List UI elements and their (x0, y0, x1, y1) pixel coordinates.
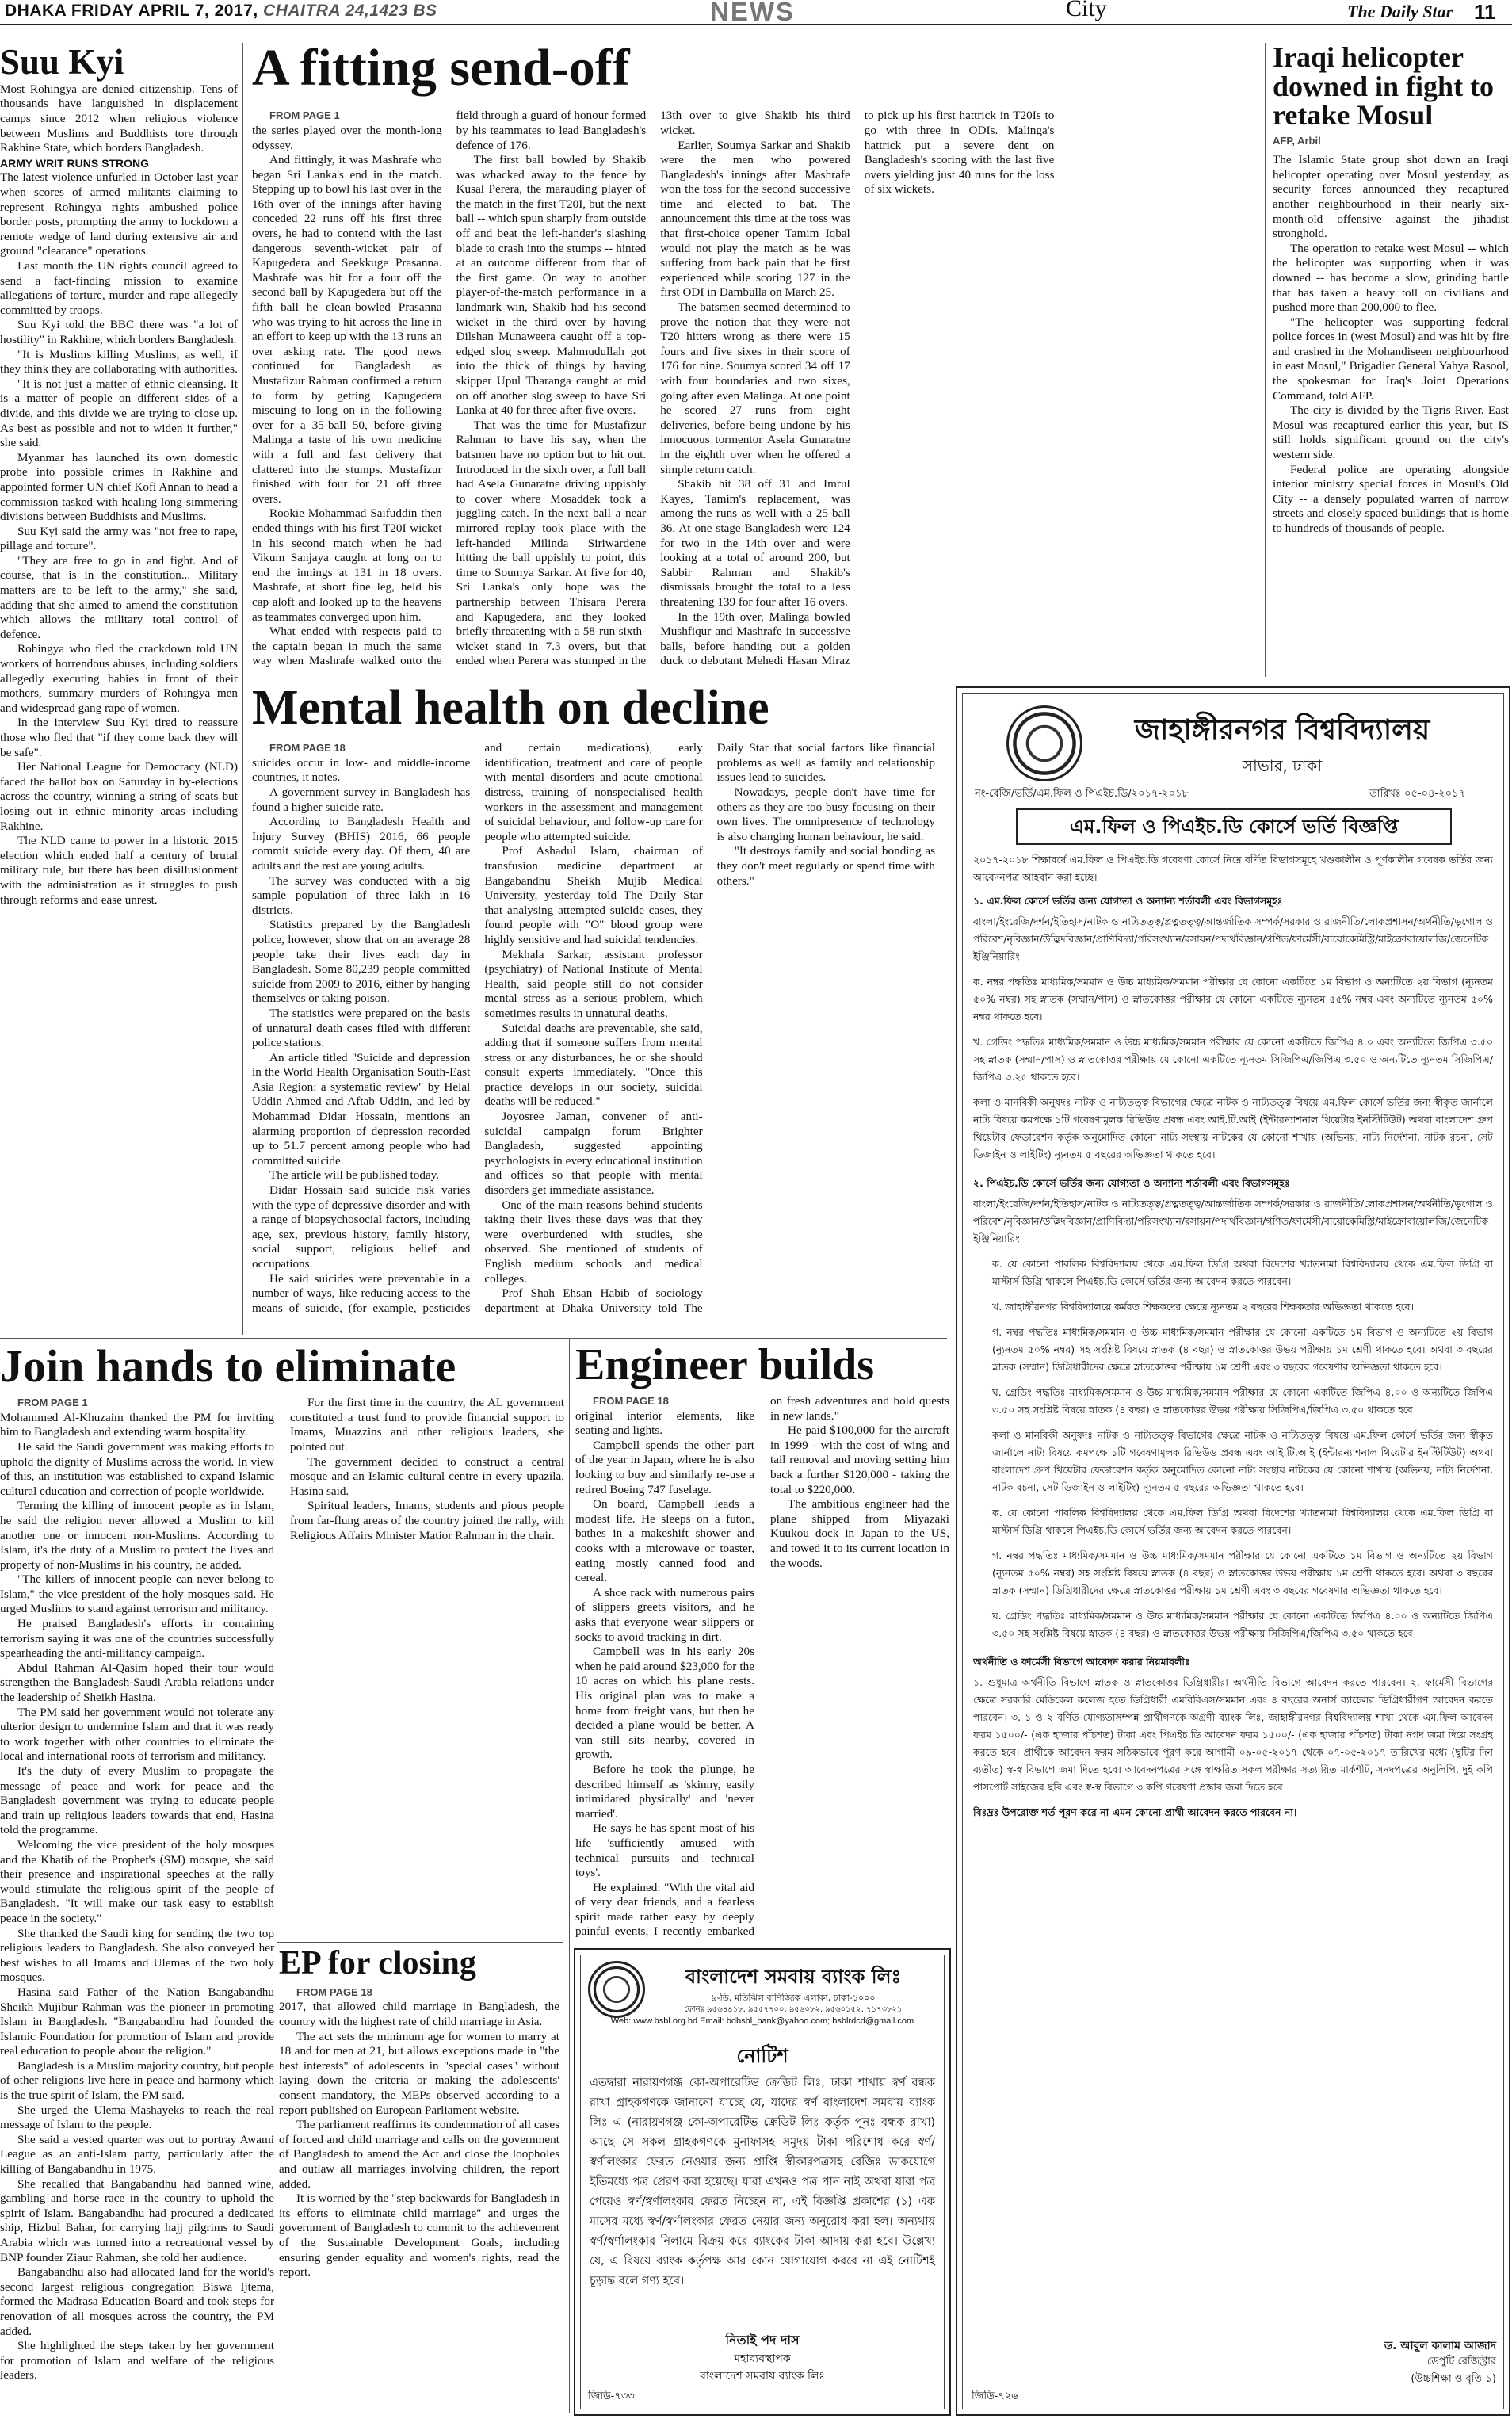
paragraph: Rookie Mohammad Saifuddin then ended things with his first T20I wicket in his second match when he had Vikum Sanjaya caught at long on to end the innings at 131 in 18 overs. Mashrafe, at short fine leg, held his cap aloft and looked up to the heavens as teammates converged upon him. (252, 506, 442, 624)
paragraph: He said the Saudi government was making efforts to uphold the dignity of Muslims across the world. In view of this, an institution was established to expand Islamic cultural education and correction of people worldwide. (0, 1439, 274, 1498)
section-heading: ২. পিএইচ.ডি কোর্সে ভর্তির জন্য যোগ্যতা ও অন্যান্য শর্তাবলী এবং বিভাগসমূহঃ (973, 1177, 1290, 1189)
paragraph: "It destroys family and social bonding as they don't meet regularly or spend time with others." (716, 844, 935, 888)
paragraph: "It is not just a matter of ethnic cleansing. It is a matter of people on different sides of a divide, and this divide we are trying to close up. As best as possible and not to widen it further," she said. (0, 376, 238, 450)
source-line: FROM PAGE 18 (296, 1985, 372, 1998)
paragraph: the series played over the month-long odyssey. (252, 123, 442, 152)
paragraph: Most Rohingya are denied citizenship. Tens of thousands have languished in displacement camps since 2012 when religious violence between Muslims and Buddhists tore through Rakhine State, which borders Bangladesh. (0, 82, 238, 155)
paragraph: Nowadays, people don't have time for others as they are too busy focusing on their own lives. The omnipresence of technology is also changing human behaviour, he said. (716, 785, 935, 843)
paragraph: She highlighted the steps taken by her government for promotion of Islam and welfare of the religious leaders. (0, 2339, 274, 2383)
paragraph: "The helicopter was supporting federal police forces in (west Mosul) and was hit by fire and crashed in the Mohandiseen neighbourhood in east Mosul," Brigadier General Yahya Rasool, the spokesman for Iraq's Joint Operations Command, told AFP. (1273, 315, 1509, 403)
ad-code: জিডি-৭৩৩ (588, 2390, 635, 2402)
column-rule (1265, 43, 1266, 677)
dateline: DHAKA FRIDAY APRIL 7, 2017, CHAITRA 24,1423 BS (5, 2, 437, 20)
headline: A fitting send-off (252, 41, 630, 97)
bank-phones: ফোনঃ ৯৫৬৪৪১৮, ৯৫৫৭৭০০, ৯৫৬০৮২, ৯৫৬০১৫২, ৭১৭৩৮২১ (684, 2005, 903, 2014)
section-rule (0, 1338, 947, 1339)
paragraph: The city is divided by the Tigris River. East Mosul was recaptured earlier this year, but IS still holds significant ground on the city's western side. (1273, 403, 1509, 462)
requirement: ক. নম্বর পদ্ধতিঃ মাধ্যমিক/সমমান ও উচ্চ মাধ্যমিক/সমমান পরীক্ষার যে কোনো একটিতে ১ম বিভাগ ও অন্যটিতে ২য় বিভাগ (ন্যূনতম ৫০% নম্বর) সহ স্নাতক (সম্মান/পাস) ও স্নাতকোত্তর পরীক্ষার যে কোনো একটিতে ন্যূনতম ৫৫% নম্বর এবং অন্যটিতে ন্যূনতম ৫০% নম্বর থাকতে হবে। (973, 976, 1493, 1022)
notice-body: এতদ্বারা নারায়ণগঞ্জ কো-অপারেটিভ ক্রেডিট লিঃ, ঢাকা শাখায় স্বর্ণ বন্ধক রাখা গ্রাহকগণকে জানানো যাচ্ছে যে, যাদের স্বর্ণ বাংলাদেশ সমবায় ব্যাংক লিঃ এ (নারায়ণগঞ্জ কো-অপারেটিভ ক্রেডিট লিঃ কর্তৃক পূনঃ বন্ধক রাখা) আছে সে সকল গ্রাহকগণকে মুনাফাসহ সমুদয় টাকা পরিশোধ করে স্বর্ণ/স্বর্ণালংকার ফেরত নেওয়ার জন্য প্রাপ্তি স্বীকারপত্রসহ রেজিঃ ডাকযোগে ইতিমধ্যে পত্র প্রেরণ করা হয়েছে। যারা এখনও পত্র পান নাই অথবা যারা পত্র পেয়েও স্বর্ণ/স্বর্ণালংকার ফেরত নিচ্ছেন না, এই বিজ্ঞপ্তি প্রকাশের (১) এক মাসের মধ্যে স্বর্ণ/স্বর্ণালংকার ফেরত নেয়ার জন্য অনুরোধ করা হল। অন্যথায় স্বর্ণ/স্বর্ণালংকার নিলামে বিক্রয় করে ব্যাংকের টাকা আদায় করা হবে। উল্লেখ্য যে, এ বিষয়ে ব্যাংক কর্তৃপক্ষ আর কোন যোগাযোগ করবে না এই নোটিশই চূড়ান্ত বলে গণ্য হবে। (590, 2077, 935, 2287)
university-name: জাহাঙ্গীরনগর বিশ্ববিদ্যালয় (1134, 714, 1430, 747)
source-line: FROM PAGE 18 (269, 742, 346, 755)
notice-title: এম.ফিল ও পিএইচ.ডি কোর্সে ভর্তি বিজ্ঞপ্তি (1069, 816, 1399, 838)
paragraph: Federal police are operating alongside interior ministry special forces in Mosul's Old City -- a densely populated warren of narrow streets and closely spaced buildings that is home to hundreds of thousands of people. (1273, 462, 1509, 535)
section-heading: ১. এম.ফিল কোর্সে ভর্তির জন্য যোগ্যতা ও অন্যান্য শর্তাবলী এবং বিভাগসমূহঃ (973, 895, 1283, 907)
subsection-label: City (1066, 0, 1107, 21)
paragraph: Spiritual leaders, Imams, students and pious people from far-flung areas of the country joined the rally, with Religious Affairs Minister Matior Rahman in the chair. (290, 1499, 564, 1542)
paragraph: On board, Campbell leads a modest life. He sleeps on a futon, bathes in a makeshift shower and cooks with a microwave or toaster, eating mostly canned food and cereal. (575, 1497, 754, 1585)
paragraph: "It is Muslims killing Muslims, as well, if they think they are collaborating with authorities. (0, 347, 238, 376)
university-place: সাভার, ঢাকা (1242, 756, 1323, 775)
headline: Iraqi helicopter downed in fight to retake Mosul (1273, 43, 1495, 132)
paragraph: Terming the killing of innocent people as in Islam, he said the religion never allowed a Muslim to kill another one or innocent non-Muslims. According to Islam, it's the duty of a Muslim to protect the lives and property of non-Muslims in his country, he added. (0, 1499, 274, 1572)
newspaper-name: The Daily Star (1347, 2, 1453, 21)
paragraph: He paid $100,000 for the aircraft in 1999 - with the cost of wing and tail removal and moving setting him back a further $120,000 - taking the total to $220,000. (770, 1424, 949, 1496)
paragraph: The PM said her government would not tolerate any ulterior design to undermine Islam and that it was ready to work together with other countries to eliminate the local and international roots of terrorism and militancy. (0, 1705, 274, 1764)
department-list: বাংলা/ইংরেজি/দর্শন/ইতিহাস/নাটক ও নাট্যতত্ত্ব/প্রত্নতত্ত্ব/আন্তর্জাতিক সম্পর্ক/সরকার ও রাজনীতি/লোকপ্রশাসন/অর্থনীতি/ভূগোল ও পরিবেশ/নৃবিজ্ঞান/উদ্ভিদবিজ্ঞান/প্রাণিবিদ্যা/পরিসংখ্যান/রসায়ন/পদার্থবিজ্ঞান/গণিত/ফার্মেসী/বায়োকেমিস্ট্রি/মাইক্রোবায়োলজি/জেনেটিক ইঞ্জিনিয়ারিং (973, 1198, 1493, 1244)
requirement: কলা ও মানবিকী অনুষদঃ নাটক ও নাট্যতত্ত্ব বিভাগের ক্ষেত্রে নাটক ও নাট্যতত্ত্ব বিষয়ে এম.ফিল কোর্সে ভর্তির জন্য স্বীকৃত জার্নালে নাট্য বিষয়ে কমপক্ষে ১টি গবেষণামূলক রিভিউড প্রবন্ধ এবং আই.টি.আই (ইন্টারন্যাশনাল থিয়েটার ইনস্টিটিউট) অথবা বাংলাদেশ গ্রুপ থিয়েটার ফেডারেশন কর্তৃক অনুমোদিত কোনো নাট্য সংস্থায় নাটকের যে কোনো শাখায় (অভিনয়, নাট্য নির্দেশনা, নাটক রচনা, সেট ডিজাইন ও লাইটিং) ন্যূনতম ৫ বছরের অভিজ্ঞতা থাকতে হবে। (973, 1096, 1493, 1160)
paragraph: It's the duty of every Muslim to propagate the message of peace and work for peace and the Bangladesh government was trying to educate people and train up religious leaders towards that end, Hasina told the programme. (0, 1764, 274, 1837)
signer-org: বাংলাদেশ সমবায় ব্যাংক লিঃ (700, 2370, 825, 2383)
paragraph: She thanked the Saudi king for sending the two top religious leaders to Bangladesh. She also conveyed her best wishes to all Imams and Ulemas of the two holy mosques. (0, 1926, 274, 1985)
university-seal-icon (1006, 705, 1082, 781)
paragraph: The ambitious engineer had the plane shipped from Miyazaki Kuukou dock in Japan to the US, and towed it to its current location in the woods. (770, 1497, 949, 1570)
column-rule (242, 43, 243, 1335)
headline: EP for closing (279, 1947, 476, 1981)
paragraph: Suu Kyi said the army was "not free to rape, pillage and torture". (0, 524, 238, 553)
signer-title: ডেপুটি রেজিস্ট্রার (1426, 2356, 1496, 2367)
paragraph: Joyosree Jaman, convener of anti-suicidal campaign forum Brighter Bangladesh, suggested appointing psychologists in every educational institution and offices so that people with mental disorders get immediate assistance. (484, 1110, 703, 1198)
paragraph: The first ball bowled by Shakib was whacked away to the fence by Kusal Perera, the marauding player of the match in the first T20I, but the next ball -- which spun sharply from outside off and beat the left-hander's slashing blade to crash into the stumps -- hinted at an outcome different from that of the first game. On way to another player-of-the-match performance in a landmark win, Shakib had his second wicket in the third over by having Dilshan Munaweera caught off a top-edged slog sweep. Mahmudullah got into the thick of things by having skipper Upul Tharanga caught at mid on off another slog sweep to have Sri Lanka at 40 for three after five overs. (456, 153, 647, 418)
paragraph: And fittingly, it was Mashrafe who began Sri Lanka's end in the match. Stepping up to bowl his last over in the 16th over of the innings after having conceded 22 runs off his first three overs, he had to contend with the last dangerous seventh-wicket pair of Kapugedera and Seekkuge Prasanna. Mashrafe was hit for a four off the second ball by Kapugedera but off the fifth ball he clean-bowled Prasanna who was trying to hit across the line in an effort to keep up with the 13 runs an over asking rate. The good news continued for Bangladesh as Mustafizur Rahman confirmed a return to form by getting Kapugedera miscuing to long on in the following over for a 35-ball 50, before giving Malinga a taste of his own medicine with a full and fast delivery that clattered into the stumps. Mustafizur finished with four for 21 off three overs. (252, 153, 442, 506)
paragraph: The government decided to construct a central mosque and an Islamic cultural centre in every upazila, Hasina said. (290, 1454, 564, 1498)
paragraph: The Islamic State group shot down an Iraqi helicopter operating over Mosul yesterday, as security forces announced they recaptured another neighbourhood in their nearly six-month-old offensive against the jihadist stronghold. (1273, 153, 1509, 241)
paragraph: He praised Bangladesh's efforts in containing terrorism saying it was one of the countries successfully spearheading the anti-militancy campaign. (0, 1617, 274, 1660)
paragraph: Mekhala Sarkar, assistant professor (psychiatry) of National Institute of Mental Health, said people still do not consider mental stress as a serious problem, which sometimes results in unnatural deaths. (484, 947, 703, 1020)
source-line: FROM PAGE 1 (17, 1397, 88, 1409)
source-line: FROM PAGE 1 (269, 109, 340, 122)
paragraph: Campbell was in his early 20s when he paid around $23,000 for the 10 acres on which his plane rests. His original plan was to make a home from freight vans, but then he decided a plane would be better. A van still sits nearby, covered in growth. (575, 1645, 754, 1762)
bank-name: বাংলাদেশ সমবায় ব্যাংক লিঃ (685, 1966, 902, 1988)
headline: Join hands to eliminate (0, 1343, 456, 1392)
paragraph: He said suicides were preventable in a number of ways, like reducing access to the means of suicide, (for example, pesticides and certain medications), early identification, treatment and care of people with mental disorders and acute emotional distress, training of nonspecialised health workers in the assessment and management of suicidal behaviour, and follow-up care for people who attempted suicide. (252, 741, 703, 1315)
notice-title-box (1016, 808, 1452, 845)
paragraph: The parliament reaffirms its condemnation of all cases of forced and child marriage and calls on the government of Bangladesh to amend the Act and close the loopholes and outlaw all marriages involving children, the report added. (279, 2118, 559, 2191)
paragraph: Rohingya who fled the crackdown told UN workers of horrendous abuses, including soldiers allegedly executing babies in front of their mothers, summary murders of Rohingya men and widespread gang rape of women. (0, 642, 238, 715)
notice-title: নোটিশ (736, 2045, 788, 2067)
department-list: বাংলা/ইংরেজি/দর্শন/ইতিহাস/নাটক ও নাট্যতত্ত্ব/প্রত্নতত্ত্ব/আন্তর্জাতিক সম্পর্ক/সরকার ও রাজনীতি/লোকপ্রশাসন/অর্থনীতি/ভূগোল ও পরিবেশ/নৃবিজ্ঞান/উদ্ভিদবিজ্ঞান/প্রাণিবিদ্যা/পরিসংখ্যান/রসায়ন/পদার্থবিজ্ঞান/গণিত/ফার্মেসী/বায়োকেমিস্ট্রি/মাইক্রোবায়োলজি/জেনেটিক ইঞ্জিনিয়ারিং (973, 915, 1493, 962)
headline: Suu Kyi (0, 44, 124, 82)
ad-jahangirnagar-university (956, 686, 1510, 2416)
source-line: FROM PAGE 18 (593, 1395, 669, 1408)
subhead: ARMY WRIT RUNS STRONG (0, 156, 149, 170)
requirement: ঘ. গ্রেডিং পদ্ধতিঃ মাধ্যমিক/সমমান ও উচ্চ মাধ্যমিক/সমমান পরীক্ষার যে কোনো একটিতে জিপিএ ৪.০০ ও অন্যটিতে জিপিএ ৩.৫০ সহ সংশ্লিষ্ট বিষয়ে স্নাতক (৪ বছর) ও স্নাতকোত্তর উভয় পরীক্ষায় সিজিপিএ/জিপিএ ৩.৫০ থাকতে হবে। (992, 1386, 1493, 1416)
paragraph: Didar Hossain said suicide risk varies with the type of depressive disorder and with a range of biopsychosocial factors, including age, sex, previous history, family history, social support, religious belief and occupations. (252, 1183, 471, 1271)
headline: Mental health on decline (252, 683, 769, 735)
paragraph: Myanmar has launched its own domestic probe into possible crimes in Rakhine and appointed former UN chief Kofi Annan to head a commission tasked with healing long-simmering divisions between Buddhists and Muslims. (0, 450, 238, 524)
bank-address: ৯-ডি, মতিঝিল বাণিজ্যিক এলাকা, ঢাকা-১০০০ (711, 1993, 876, 2003)
paragraph: The act sets the minimum age for women to marry at 18 and for men at 21, but allows exceptions made in "the best interests" of adolescents in "special cases" without laying down the criteria or making the adolescents' consent mandatory, the MEPs observed according to a report published on European Parliament website. (279, 2029, 559, 2117)
paragraph: In the 19th over, Malinga bowled Mushfiqur and Mashrafe in successive balls, before handing out a golden duck to debutant Mehedi Hasan Miraz to pick up his first hattrick in T20Is to go with three in ODIs. Malinga's hattrick put a severe dent on Bangladesh's scoring with the last five overs yielding just 40 runs for the loss of six wickets. (660, 109, 1055, 668)
paragraph: Shakib hit 38 off 31 and Imrul Kayes, Tamim's replacement, was among the runs as well with a 25-ball 36. At one stage Bangladesh were 124 for two in the 14th over and were looking at a total of around 200, but Sabbir Rahman and Shakib's dismissals brought the total to a less threatening 139 for four after 16 overs. (660, 477, 850, 609)
paragraph: Campbell spends the other part of the year in Japan, where he is also looking to buy and similarly re-use a retired Boeing 747 fuselage. (575, 1438, 754, 1496)
paragraph: A shoe rack with numerous pairs of slippers greets visitors, and he asks that everyone wear slippers or socks to avoid tracking in dirt. (575, 1585, 754, 1644)
bank-logo-icon (588, 1961, 645, 2018)
paragraph: He says he has spent most of his life 'sufficiently amused with technical pursuits and technical toys'. (575, 1821, 754, 1880)
paragraph: One of the main reasons behind students taking their lives these days was that they were overburdened with studies, she observed. She mentioned of students of English medium schools and medical colleges. (484, 1198, 703, 1286)
paragraph: In the interview Suu Kyi tired to reassure those who fled that "if they come back they will be safe". (0, 716, 238, 759)
paragraph: Suicidal deaths are preventable, she said, adding that if someone suffers from mental stress or any disturbances, he or she should consult experts immediately. "Once this practice develops in our society, suicidal deaths will be reduced." (484, 1021, 703, 1109)
notice-body (973, 851, 1493, 2389)
notice-intro: ২০১৭-২০১৮ শিক্ষাবর্ষে এম.ফিল ও পিএইচ.ডি গবেষণা কোর্সে নিম্নে বর্ণিত বিভাগসমূহে খণ্ডকালীন ও পূর্ণকালীন গবেষক ভর্তির জন্য আবেদনপত্র আহবান করা হচ্ছে। (973, 854, 1493, 883)
section-label: NEWS (710, 0, 795, 26)
requirement: কলা ও মানবিকী অনুষদঃ নাটক ও নাট্যতত্ত্ব বিভাগের ক্ষেত্রে নাটক ও নাট্যতত্ত্ব বিষয়ে এম.ফিল কোর্সে ভর্তির জন্য স্বীকৃত জার্নালে নাট্য বিষয়ে কমপক্ষে ১টি গবেষণামূলক রিভিউড প্রবন্ধ এবং আই.টি.আই (ইন্টারন্যাশনাল থিয়েটার ইনস্টিটিউট) অথবা বাংলাদেশ গ্রুপ থিয়েটার ফেডারেশন কর্তৃক অনুমোদিত কোনো নাট্য সংস্থায় নাটকের যে কোনো শাখায় (অভিনয়, নাট্য নির্দেশনা, নাটক রচনা, সেট ডিজাইন ও লাইটিং) ন্যূনতম ৫ বছরের অভিজ্ঞতা থাকতে হবে। (992, 1429, 1493, 1493)
ad-code: জিডি-৭২৬ (972, 2390, 1018, 2402)
paragraph: Welcoming the vice president of the holy mosques and the Khatib of the Prophet's (SM) mosque, she said their presence and inspirational speeches at the rally would stimulate the religious spirit of the people of Bangladesh. "It will make our task easy to establish peace in the society." (0, 1837, 274, 1925)
requirement: ঘ. গ্রেডিং পদ্ধতিঃ মাধ্যমিক/সমমান ও উচ্চ মাধ্যমিক/সমমান পরীক্ষার যে কোনো একটিতে জিপিএ ৪.০০ ও অন্যটিতে জিপিএ ৩.৫০ সহ সংশ্লিষ্ট বিষয়ে স্নাতক (৪ বছর) ও স্নাতকোত্তর উভয় পরীক্ষায় সিজিপিএ/জিপিএ ৩.৫০ থাকতে হবে। (992, 1610, 1493, 1639)
headline: Engineer builds (575, 1343, 875, 1389)
signer-name: নিতাই পদ দাস (725, 2333, 800, 2348)
paragraph: Prof Ashadul Islam, chairman of transfusion medicine department at Bangabandhu Sheikh Mujib Medical University, yesterday told The Daily Star that analysing attempted suicide cases, they found people with "O" blood group were highly sensitive and had suicidal tendencies. (484, 844, 703, 946)
requirement: ক. যে কোনো পাবলিক বিশ্ববিদ্যালয় থেকে এম.ফিল ডিগ্রি অথবা বিদেশের খ্যাতনামা বিশ্ববিদ্যালয় থেকে এম.ফিল ডিগ্রি বা মাস্টার্স ডিগ্রি থাকলে পিএইচ.ডি কোর্সে ভর্তির জন্য আবেদন করতে পারবেন। (992, 1507, 1493, 1536)
requirement: খ. গ্রেডিং পদ্ধতিঃ মাধ্যমিক/সমমান ও উচ্চ মাধ্যমিক/সমমান পরীক্ষার যে কোনো একটিতে জিপিএ ৪.০ এবং অন্যটিতে জিপিএ ৩.৫০ সহ স্নাতক (সম্মান/পাস) ও স্নাতকোত্তর পরীক্ষায় যে কোনো একটিতে ন্যূনতম সিজিপিএ/জিপিএ ৩.৫০ ও অন্যটিতে ন্যূনতম সিজিপিএ/জিপিএ ৩.২৫ থাকতে হবে। (973, 1036, 1493, 1083)
requirement: গ. নম্বর পদ্ধতিঃ মাধ্যমিক/সমমান ও উচ্চ মাধ্যমিক/সমমান পরীক্ষার যে কোনো একটিতে ১ম বিভাগ ও অন্যটিতে ২য় বিভাগ (ন্যূনতম ৫০% নম্বর) সহ সংশ্লিষ্ট বিষয়ে স্নাতক (৪ বছর) ও স্নাতকোত্তর উভয় পরীক্ষায় ১ম শ্রেণী থাকতে হবে। অথবা ৩ বছরের স্নাতক (সম্মান) ডিগ্রিধারীদের ক্ষেত্রে স্নাতকোত্তর পরীক্ষায় ১ম শ্রেণী এবং ৩ বছরের গবেষণার অভিজ্ঞতা থাকতে হবে। (992, 1550, 1493, 1596)
requirement: খ. জাহাঙ্গীরনগর বিশ্ববিদ্যালয়ে কর্মরত শিক্ষকদের ক্ষেত্রে ন্যূনতম ২ বছরের শিক্ষকতার অভিজ্ঞতা থাকতে হবে। (992, 1301, 1415, 1313)
paragraph: Hasina said Father of the Nation Bangabandhu Sheikh Mujibur Rahman was the pioneer in promoting Islam in Bangladesh. "Bangabandhu had founded the Islamic Foundation for promotion of Islam and provide real education to people about the religion." (0, 1985, 274, 2058)
paragraph: Her National League for Democracy (NLD) faced the ballot box on Saturday in by-elections across the country, winning a string of seats but losing out in ethnic minority areas including Rakhine. (0, 760, 238, 833)
paragraph: Prof Shah Ehsan Habib of sociology department at Dhaka University told The Daily Star that social factors like financial problems as well as family and relationship issues lead to suicides. (484, 741, 935, 1315)
article-fitting-send-off (252, 41, 1258, 675)
notice-date: তারিখঃ ০৫-০৪-২০১৭ (1369, 788, 1465, 800)
paragraph: original interior elements, like seating and lights. (575, 1408, 754, 1438)
paragraph: According to Bangladesh Health and Injury Survey (BHIS) 2016, 66 people commit suicide every day. Of them, 40 are adults and the rest are young adults. (252, 815, 471, 873)
paragraph: Before he took the plunge, he described himself as 'skinny, easily intimidated physically' and 'never married'. (575, 1762, 754, 1821)
paragraph: She said a vested quarter was out to portray Awami League as an anti-Islam party, particularly after the killing of Bangabandhu in 1975. (0, 2132, 274, 2176)
article-ep-for-closing (279, 1947, 559, 2414)
paragraph: "They are free to go in and fight. And of course, that is in the constitution... Military matters are to be left to the army," she said, adding that she aimed to amend the constitution which allows the military total control of defence. (0, 553, 238, 641)
application-rules: ১. শুধুমাত্র অর্থনীতি বিভাগে স্নাতক ও স্নাতকোত্তর ডিগ্রিধারীরা অর্থনীতি বিভাগে আবেদন করতে পারবেন। ২. ফার্মেসী বিভাগের ক্ষেত্রে সরকারি মেডিকেল কলেজ হতে ডিগ্রিধারী এমবিবিএস/সমমান এবং ৪ বছরের অনার্স ব্যাচেলর ডিগ্রিধারীগণ আবেদন করতে পারবেন। ৩. ১ ও ২ বর্ণিত যোগ্যতাসম্পন্ন প্রার্থীগণকে অগ্রণী ব্যাংক লিঃ, জাহাঙ্গীরনগর বিশ্ববিদ্যালয় শাখা থেকে এম.ফিল আবেদন ফরম ১৫০০/- (এক হাজার পাঁচশত) টাকা এবং পিএইচ.ডি আবেদন ফরম ১৫০০/- (এক হাজার পাঁচশত) টাকা নগদ জমা দিয়ে সংগ্রহ করতে হবে। প্রার্থীকে আবেদন ফরম সঠিকভাবে পূরণ করে আগামী ০৯-০৫-২০১৭ থেকে ০৭-০৫-২০১৭ তারিখের মধ্যে (ছুটির দিন ব্যতীত) স্ব-স্ব বিভাগে জমা দিতে হবে। আবেদনপত্রের সঙ্গে স্বাক্ষরিত সকল পরীক্ষার সত্যায়িত মার্কশীট, সনদপত্রের অনুলিপি, দুই কপি পাসপোর্ট সাইজের ছবি এবং স্ব-স্ব বিভাগে ৩ কপি গবেষণা প্রস্তাব জমা দিতে হবে। (973, 1676, 1493, 1793)
warning-note: বিঃদ্রঃ উপরোক্ত শর্ত পূরণ করে না এমন কোনো প্রার্থী আবেদন করতে পারবেন না। (973, 1806, 1297, 1818)
paragraph: It is worried by the "step backwards for Bangladesh in its efforts to eliminate child marriage" and urges the government of Bangladesh to commit to the achievement of the Sustainable Development Goals, including ensuring gender equality and women's rights, read the report. (279, 2192, 559, 2280)
paragraph: She recalled that Bangabandhu had banned wine, gambling and horse race in the country to uphold the spirit of Islam. Bangabandhu had procured a dedicated ship, Hizbul Bahar, for carrying hajj pilgrims to Saudi Arabia which was turned into a recreational vessel by BNP founder Ziaur Rahman, she told her audience. (0, 2176, 274, 2264)
article-engineer-builds (575, 1343, 949, 1945)
paragraph: Mohammed Al-Khuzaim thanked the PM for inviting him to Bangladesh and extending warm hospitality. (0, 1410, 274, 1439)
signer-dept: (উচ্চশিক্ষা ও বৃত্তি-১) (1411, 2373, 1496, 2385)
requirement: ক. যে কোনো পাবলিক বিশ্ববিদ্যালয় থেকে এম.ফিল ডিগ্রি অথবা বিদেশের খ্যাতনামা বিশ্ববিদ্যালয় থেকে এম.ফিল ডিগ্রি বা মাস্টার্স ডিগ্রি থাকলে পিএইচ.ডি কোর্সে ভর্তির জন্য আবেদন করতে পারবেন। (992, 1258, 1493, 1287)
paragraph: He explained: "With the vital aid of very dear friends, and a fearless spirit made rather easy by deeply painful events, I recently embarked on fresh adventures and bold quests in new lands." (575, 1394, 949, 1939)
page-number: 11 (1474, 0, 1496, 24)
paragraph: That was the time for Mustafizur Rahman to have his say, when the batsmen have no option but to hit out. Introduced in the sixth over, a full ball had Asela Gunaratne driving uppishly to cover where Mosaddek took a juggling catch. In the next ball a near mirrored replay took place with the left-handed Milinda Siriwardene hitting the ball uppishly to point, this time to Soumya Sarkar. At five for 40, Sri Lanka's only hope was the partnership between Thisara Perera and Kapugedera, and they looked briefly threatening with a 58-run sixth-wicket stand in 7.3 overs, but that ended when Perera was stumped in the 13th over to give Shakib his third wicket. (456, 109, 850, 668)
column-rule (569, 1339, 570, 2413)
paragraph: Abdul Rahman Al-Qasim hoped their tour would strengthen the Bangladesh-Saudi Arabia relations under the leadership of Sheikh Hasina. (0, 1660, 274, 1705)
paragraph: What ended with respects paid to the captain began in much the same way when Mashrafe walked onto the field through a guard of honour formed by his teammates to lead Bangladesh's defence of 176. (252, 109, 647, 668)
paragraph: The NLD came to power in a historic 2015 election which ended half a century of brutal military rule, but there has been disillusionment with the administration as it struggles to push through reforms and ease unrest. (0, 834, 238, 907)
article-iraqi-helicopter (1273, 43, 1509, 677)
paragraph: Last month the UN rights council agreed to send a fact-finding mission to examine allegations of torture, murder and rape allegedly committed by troops. (0, 259, 238, 317)
paragraph: Bangladesh is a Muslim majority country, but people of other religions live here in peace and harmony which is the true spirit of Islam, the PM said. (0, 2058, 274, 2103)
paragraph: The operation to retake west Mosul -- which the helicopter was supporting when it was downed -- has become a slow, grinding battle that has taken a heavy toll on civilians and pushed more than 200,000 to flee. (1273, 241, 1509, 315)
paragraph: Bangabandhu also had allocated land for the world's second largest religious congregation Biswa Ijtema, formed the Madrasa Education Board and took steps for renovation of all mosques across the country, the PM added. (0, 2265, 274, 2338)
paragraph: She urged the Ulema-Mashayeks to reach the real message of Islam to the people. (0, 2103, 274, 2132)
paragraph: A government survey in Bangladesh has found a higher suicide rate. (252, 785, 471, 814)
source-line: AFP, Arbil (1273, 135, 1321, 147)
paragraph: "The killers of innocent people can never belong to Islam," the vice president of the holy mosques said. He urged Muslims to stand against terrorism and militancy. (0, 1573, 274, 1616)
paragraph: The latest violence unfurled in October last year when scores of armed militants claiming to represent Rohingya rights ambushed police border posts, prompting the army to lockdown a remote wedge of land during extensive air and ground "clearance" operations. (0, 170, 238, 258)
signer-title: মহাব্যবস্থাপক (734, 2352, 791, 2365)
paragraph: Earlier, Soumya Sarkar and Shakib were the men who powered Bangladesh's innings after Mashrafe won the toss for the second successive time and elected to bat. The announcement this time at the toss was that first-choice opener Tamim Iqbal would not play the match as he was suffering from back pain that he first experienced while scoring 127 in the first ODI in Dambulla on March 25. (660, 138, 850, 300)
paragraph: For the first time in the country, the AL government constituted a trust fund to provide financial support to Imams, Muazzins and other religious leaders, she pointed out. (290, 1396, 564, 1454)
paragraph: The batsmen seemed determined to prove the notion that they were not T20 hitters wrong as there were 15 fours and five sixes in their score of 176 for nine. Soumya scored 34 off 17 with four boundaries and two sixes, going after even Malinga. At one point he scored 27 runs from eight deliveries, before being undone by his innocuous tormentor Asela Gunaratne in the eighth over when he offered a simple return catch. (660, 300, 850, 476)
paragraph: Statistics prepared by the Bangladesh police, however, show that on an average 28 people take their lives each day in Bangladesh. Some 80,239 people committed suicide from 2009 to 2016, either by hanging themselves or taking poison. (252, 918, 471, 1006)
paragraph: The statistics were prepared on the basis of unnatural death cases filed with different police stations. (252, 1006, 471, 1050)
signer-name: ড. আবুল কালাম আজাদ (1384, 2340, 1496, 2352)
paragraph: The article will be published today. (269, 1168, 440, 1183)
reference-number: নং-রেজি/ভর্তি/এম.ফিল ও পিএইচ.ডি/২০১৭-২০১৮ (975, 788, 1189, 800)
ad-bangladesh-samabaya-bank (574, 1948, 951, 2416)
article-mental-health (252, 683, 935, 1333)
requirement: গ. নম্বর পদ্ধতিঃ মাধ্যমিক/সমমান ও উচ্চ মাধ্যমিক/সমমান পরীক্ষার যে কোনো একটিতে ১ম বিভাগ ও অন্যটিতে ২য় বিভাগ (ন্যূনতম ৫০% নম্বর) সহ সংশ্লিষ্ট বিষয়ে স্নাতক (৪ বছর) ও স্নাতকোত্তর উভয় পরীক্ষায় ১ম শ্রেণী থাকতে হবে। অথবা ৩ বছরের স্নাতক (সম্মান) ডিগ্রিধারীদের ক্ষেত্রে স্নাতকোত্তর পরীক্ষায় ১ম শ্রেণী এবং ৩ বছরের গবেষণার অভিজ্ঞতা থাকতে হবে। (992, 1326, 1493, 1373)
paragraph: An article titled "Suicide and depression in the World Health Organisation South-East Asia Region: a systematic review" by Helal Uddin Ahmed and Aftab Uddin, and led by Mohammad Didar Hossain, mentions an alarming proportion of depression recorded up to 51.7 percent among people who had committed suicide. (252, 1050, 471, 1167)
paragraph: 2017, that allowed child marriage in Bangladesh, the country with the highest rate of child marriage in Asia. (279, 2000, 559, 2029)
bank-web: Web: www.bsbl.org.bd Email: bdbsbl_bank@yahoo.com; bsblrdcd@gmail.com (610, 2016, 914, 2026)
section-heading: অর্থনীতি ও ফার্মেসী বিভাগে আবেদন করার নিয়মাবলীঃ (973, 1656, 1190, 1668)
paragraph: The survey was conducted with a big sample population of three lakh in 16 districts. (252, 873, 471, 917)
paragraph: suicides occur in low- and middle-income countries, it notes. (252, 755, 471, 785)
article-suu-kyi (0, 44, 238, 1332)
paragraph: Suu Kyi told the BBC there was "a lot of hostility" in Rakhine, which borders Bangladesh. (0, 318, 238, 346)
